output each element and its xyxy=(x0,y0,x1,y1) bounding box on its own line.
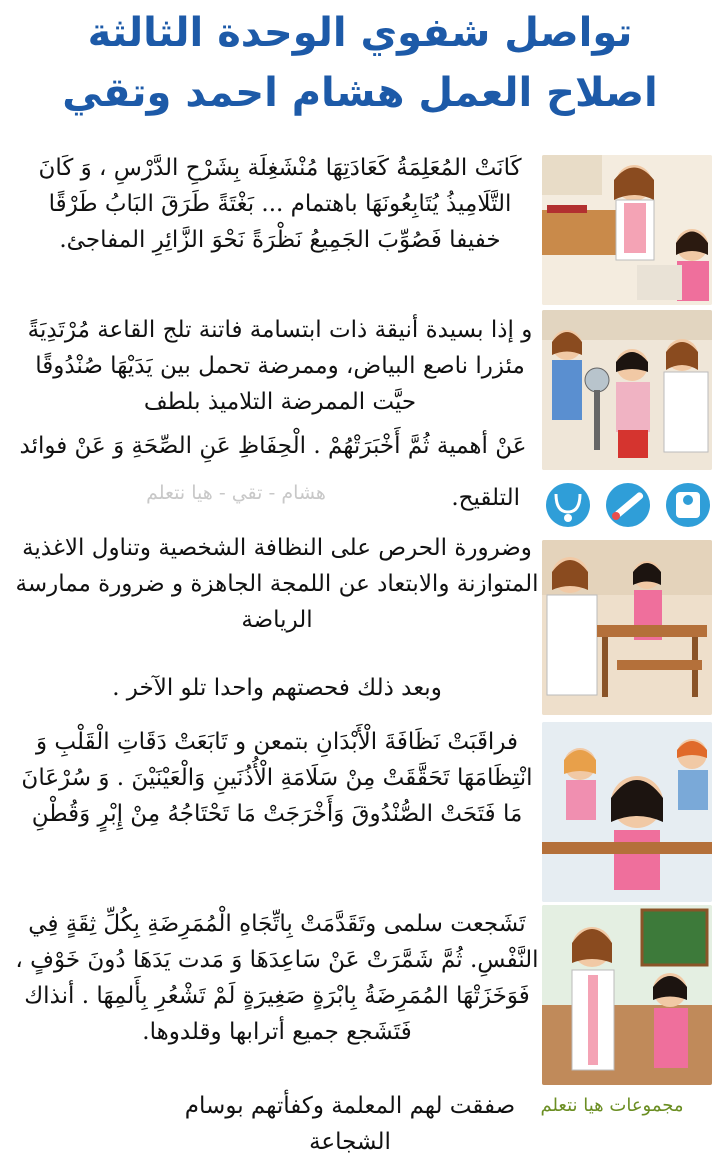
story-paragraph-5: وبعد ذلك فحصتهم واحدا تلو الآخر . xyxy=(112,675,442,701)
illustration-nurse-classroom xyxy=(542,540,712,715)
story-paragraph-3-end: التلقيح. xyxy=(451,485,520,511)
story-paragraph-6: فراقَبَتْ نَظَافَةَ الْأَبْدَانِ بتمعن و تَابَعَتْ دَقَاتِ الْقَلْبِ وَ انْتِظَامَهَا تَحَقَّقَتْ مِنْ سَلَامَةِ الْأُذُنَينِ وَالْعَيْنَيْنَ . وَ سُرْعَانَ مَا فَتَحَتْ الصُّنْدُوقَ وَأَخْرَجَتْ مَا تَحْتَاجُهُ مِنْ إِبْرٍ وَقُطْنِ xyxy=(21,729,533,827)
watermark-text: هشام - تقي - هيا نتعلم xyxy=(146,482,326,504)
page-title: تواصل شفوي الوحدة الثالثة xyxy=(87,10,633,56)
thermometer-icon xyxy=(606,483,650,527)
story-paragraph-1: كَانَتْ المُعَلِمَةُ كَعَادَتِهَا مُنْشَغِلَة بِشَرْحِ الدَّرْسِ ، وَ كَانَ التَّلَامِيذُ يُتَابِعُونَهَا باهتمام ... بَغْتَةً طَرَقَ البَابُ طَرْقًا خفيفا فَصُوِّبَ الجَمِيعُ نَظْرَةً نَحْوَ الزَّائِرِ المفاجئ. xyxy=(38,155,522,253)
story-paragraph-2: و إذا بسيدة أنيقة ذات ابتسامة فاتنة تلج القاعة مُرْتَدِيَةً مئزرا ناصع البياض، وممرضة تحمل بين يَدَيْهَا صُنْدُوقًا حيَّت الممرضة التلاميذ بلطف xyxy=(27,317,533,415)
illustration-teacher-desk xyxy=(542,155,712,305)
footer-credit: مجموعات هيا نتعلم xyxy=(540,1095,684,1116)
story-paragraph-7: تَشَجعت سلمى وتَقَدَّمَتْ بِاتِّجَاهِ الْمُمَرِضَةِ بِكُلِّ ثِقَةٍ فِي النَّفْسِ. ثُمَّ شَمَّرَتْ عَنْ سَاعِدَهَا وَ مَدت يَدَهَا دُونَ خَوْفٍ ، فَوَخَزَتْهَا المُمَرِضَةُ بِابْرَةٍ صَغِيرَةٍ لَمْ تَشْعُرِ بِأَلمِهَا . أنذاك فَتَشَجع جميع أترابها وقلدوها. xyxy=(15,911,539,1045)
page-subtitle: اصلاح العمل هشام احمد وتقي xyxy=(62,70,658,116)
illustration-nurse-scale xyxy=(542,310,712,470)
medical-icons-row xyxy=(540,480,715,530)
scale-icon xyxy=(666,483,710,527)
stethoscope-icon xyxy=(546,483,590,527)
story-paragraph-3: عَنْ أهمية ثُمَّ أَخْبَرَتْهُمْ . الْحِفَاظِ عَنِ الصِّحَةِ وَ عَنْ فوائد xyxy=(19,433,527,459)
story-paragraph-4: وضرورة الحرص على النظافة الشخصية وتناول الاغذية المتوازنة والابتعاد عن اللمجة الجاهزة و ضرورة ممارسة الرياضة xyxy=(15,535,539,633)
illustration-nurse-girl xyxy=(542,905,712,1085)
story-paragraph-8: صفقت لهم المعلمة وكفأتهم بوسام الشجاعة xyxy=(184,1093,516,1155)
illustration-girl-desk xyxy=(542,722,712,902)
